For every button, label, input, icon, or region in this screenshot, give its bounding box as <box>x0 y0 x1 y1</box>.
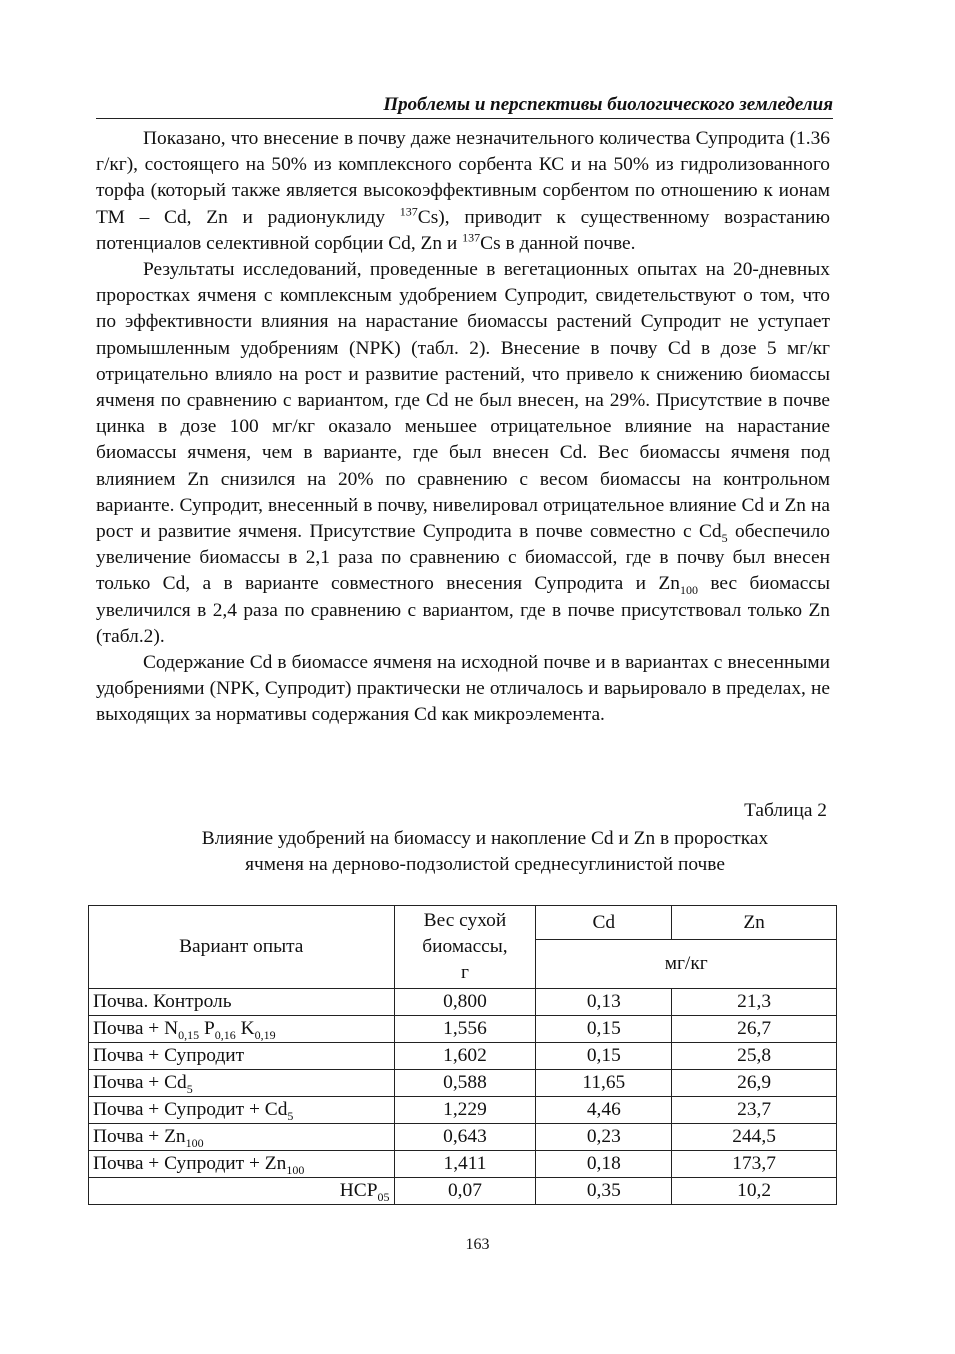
row-biomass: 1,229 <box>394 1097 536 1124</box>
header-unit: мг/кг <box>536 940 837 989</box>
header-biomass-line-2: биомассы, <box>422 936 508 957</box>
page-number: 163 <box>465 1236 490 1253</box>
row-cd: 0,35 <box>536 1178 672 1205</box>
header-biomass-line-1: Вес сухой <box>423 910 507 931</box>
row-label <box>89 1124 395 1151</box>
p1-text-a: Показано, что внесение в почву даже незначительного количества Супродита (1.36 г/кг), состоящего на 50% из комплексного сорбента КС и на 50% из гидролизованного торфа (который также является высокоэффективным сорбентом по отношению к ионам ТМ – Cd, Zn и радионуклиду <box>96 128 830 228</box>
row-biomass: 1,556 <box>394 1016 536 1043</box>
row-cd: 4,46 <box>536 1097 672 1124</box>
row-label <box>89 1178 395 1205</box>
table-caption-line-1: Влияние удобрений на биомассу и накопление Cd и Zn в проростках <box>201 828 769 849</box>
p2-sub-1: 5 <box>721 530 728 545</box>
row-sub-n: 0,15 <box>178 1027 200 1042</box>
running-header: Проблемы и перспективы биологического земледелия <box>383 94 833 115</box>
p2-sub-2: 100 <box>679 583 698 598</box>
row-label-sub: 5 <box>287 1108 294 1123</box>
row-label-sub: 5 <box>186 1081 193 1096</box>
row-label-text: Почва + Cd <box>93 1072 187 1093</box>
row-sub-p: 0,16 <box>214 1027 236 1042</box>
header-rule <box>96 118 833 119</box>
row-biomass: 1,602 <box>394 1043 536 1070</box>
table-row <box>89 1151 837 1178</box>
p1-text-b: Cs), приводит к существенному возрастанию потенциалов селективной сорбции Cd, Zn и <box>96 206 831 254</box>
row-label-sub: 100 <box>286 1162 305 1177</box>
row-cd: 0,15 <box>536 1043 672 1070</box>
row-label <box>89 1151 395 1178</box>
row-sub-k: 0,19 <box>254 1027 276 1042</box>
table-row <box>89 989 837 1016</box>
paragraph-3: Содержание Cd в биомассе ячменя на исходной почве и в вариантах с внесенными удобрениями (NPK, Супродит) практически не отличалось и варьировало в пределах, не выходящих за нормативы содержания Cd как микроэлемента. <box>96 652 830 726</box>
table-header-row-1 <box>89 906 837 940</box>
row-label-a: Почва + N <box>93 1018 179 1039</box>
row-zn: 173,7 <box>672 1151 837 1178</box>
row-label <box>89 1097 395 1124</box>
table-row <box>89 1070 837 1097</box>
row-cd: 0,23 <box>536 1124 672 1151</box>
row-biomass: 0,800 <box>394 989 536 1016</box>
header-zn: Zn <box>672 906 837 940</box>
row-label <box>89 1070 395 1097</box>
table-caption <box>140 826 830 878</box>
row-label-text: Почва + Супродит + Cd <box>93 1099 288 1120</box>
row-label-text: Почва + Zn <box>93 1126 186 1147</box>
p1-text-c: Cs в данной почве. <box>480 232 636 254</box>
row-label-text: Почва + Супродит + Zn <box>93 1153 287 1174</box>
row-cd: 0,18 <box>536 1151 672 1178</box>
row-zn: 10,2 <box>672 1178 837 1205</box>
p1-sup-1: 137 <box>399 204 418 219</box>
row-biomass: 0,07 <box>394 1178 536 1205</box>
row-cd: 0,15 <box>536 1016 672 1043</box>
p2-text-a: Результаты исследований, проведенные в вегетационных опытах на 20-дневных проростках ячменя с комплексным удобрением Супродит, свидетельствуют о том, что по эффективности влияния на нарастание биомассы растений Супродит не уступает промышленным удобрениям (NPK) (табл. 2). Внесение в почву Cd в дозе 5 мг/кг отрицательно влияло на рост и развитие растений, что привело к снижению биомассы ячменя по сравнению с вариантом, где Cd не был внесен, на 29%. Присутствие в почве цинка в дозе 100 мг/кг оказало меньшее отрицательное влияние на нарастание биомассы ячменя, чем в варианте, где был внесен Cd. Вес биомассы ячменя под влиянием Zn снизился на 20% по сравнению с весом биомассы на контрольном варианте. Супродит, внесенный в почву, нивелировал отрицательное влияние Cd и Zn на рост и развитие ячменя. Присутствие Супродита в почве совместно с Cd <box>96 259 830 543</box>
table-row <box>89 1097 837 1124</box>
row-zn: 26,9 <box>672 1070 837 1097</box>
table-row <box>89 1043 837 1070</box>
header-biomass-line-3: г <box>460 962 469 983</box>
p2-text-c: вес биомассы увеличился в 2,4 раза по сравнению с вариантом, где в почве присутствовал только Zn (табл.2). <box>96 573 830 647</box>
row-label-b: P <box>199 1018 215 1039</box>
row-biomass: 1,411 <box>394 1151 536 1178</box>
row-label-c: K <box>235 1018 255 1039</box>
row-label: Почва + Супродит <box>89 1043 395 1070</box>
row-cd: 0,13 <box>536 989 672 1016</box>
header-variant: Вариант опыта <box>89 906 395 989</box>
header-biomass <box>394 906 536 989</box>
row-zn: 25,8 <box>672 1043 837 1070</box>
table-label: Таблица 2 <box>744 800 827 821</box>
table-row <box>89 1016 837 1043</box>
row-zn: 26,7 <box>672 1016 837 1043</box>
row-cd: 11,65 <box>536 1070 672 1097</box>
body-text <box>96 126 830 729</box>
p1-sup-2: 137 <box>462 230 481 245</box>
row-label-text: НСР <box>339 1180 378 1201</box>
header-cd: Cd <box>536 906 672 940</box>
results-table <box>88 905 837 1205</box>
row-label-sub: 05 <box>377 1189 390 1204</box>
p2-text-b: обеспечило увеличение биомассы в 2,1 раза по сравнению с биомассой, где в почву был внесен только Cd, а в варианте совместного внесения Супродита и Zn <box>96 521 830 595</box>
table-caption-line-2: ячменя на дерново-подзолистой среднесуглинистой почве <box>245 854 725 875</box>
row-zn: 23,7 <box>672 1097 837 1124</box>
row-zn: 244,5 <box>672 1124 837 1151</box>
paragraph-1 <box>96 126 830 257</box>
table-row <box>89 1124 837 1151</box>
row-biomass: 0,588 <box>394 1070 536 1097</box>
paragraph-2 <box>96 257 830 650</box>
row-label-sub: 100 <box>185 1135 204 1150</box>
table-row-lsd <box>89 1178 837 1205</box>
row-label <box>89 1016 395 1043</box>
row-label: Почва. Контроль <box>89 989 395 1016</box>
row-biomass: 0,643 <box>394 1124 536 1151</box>
row-zn: 21,3 <box>672 989 837 1016</box>
